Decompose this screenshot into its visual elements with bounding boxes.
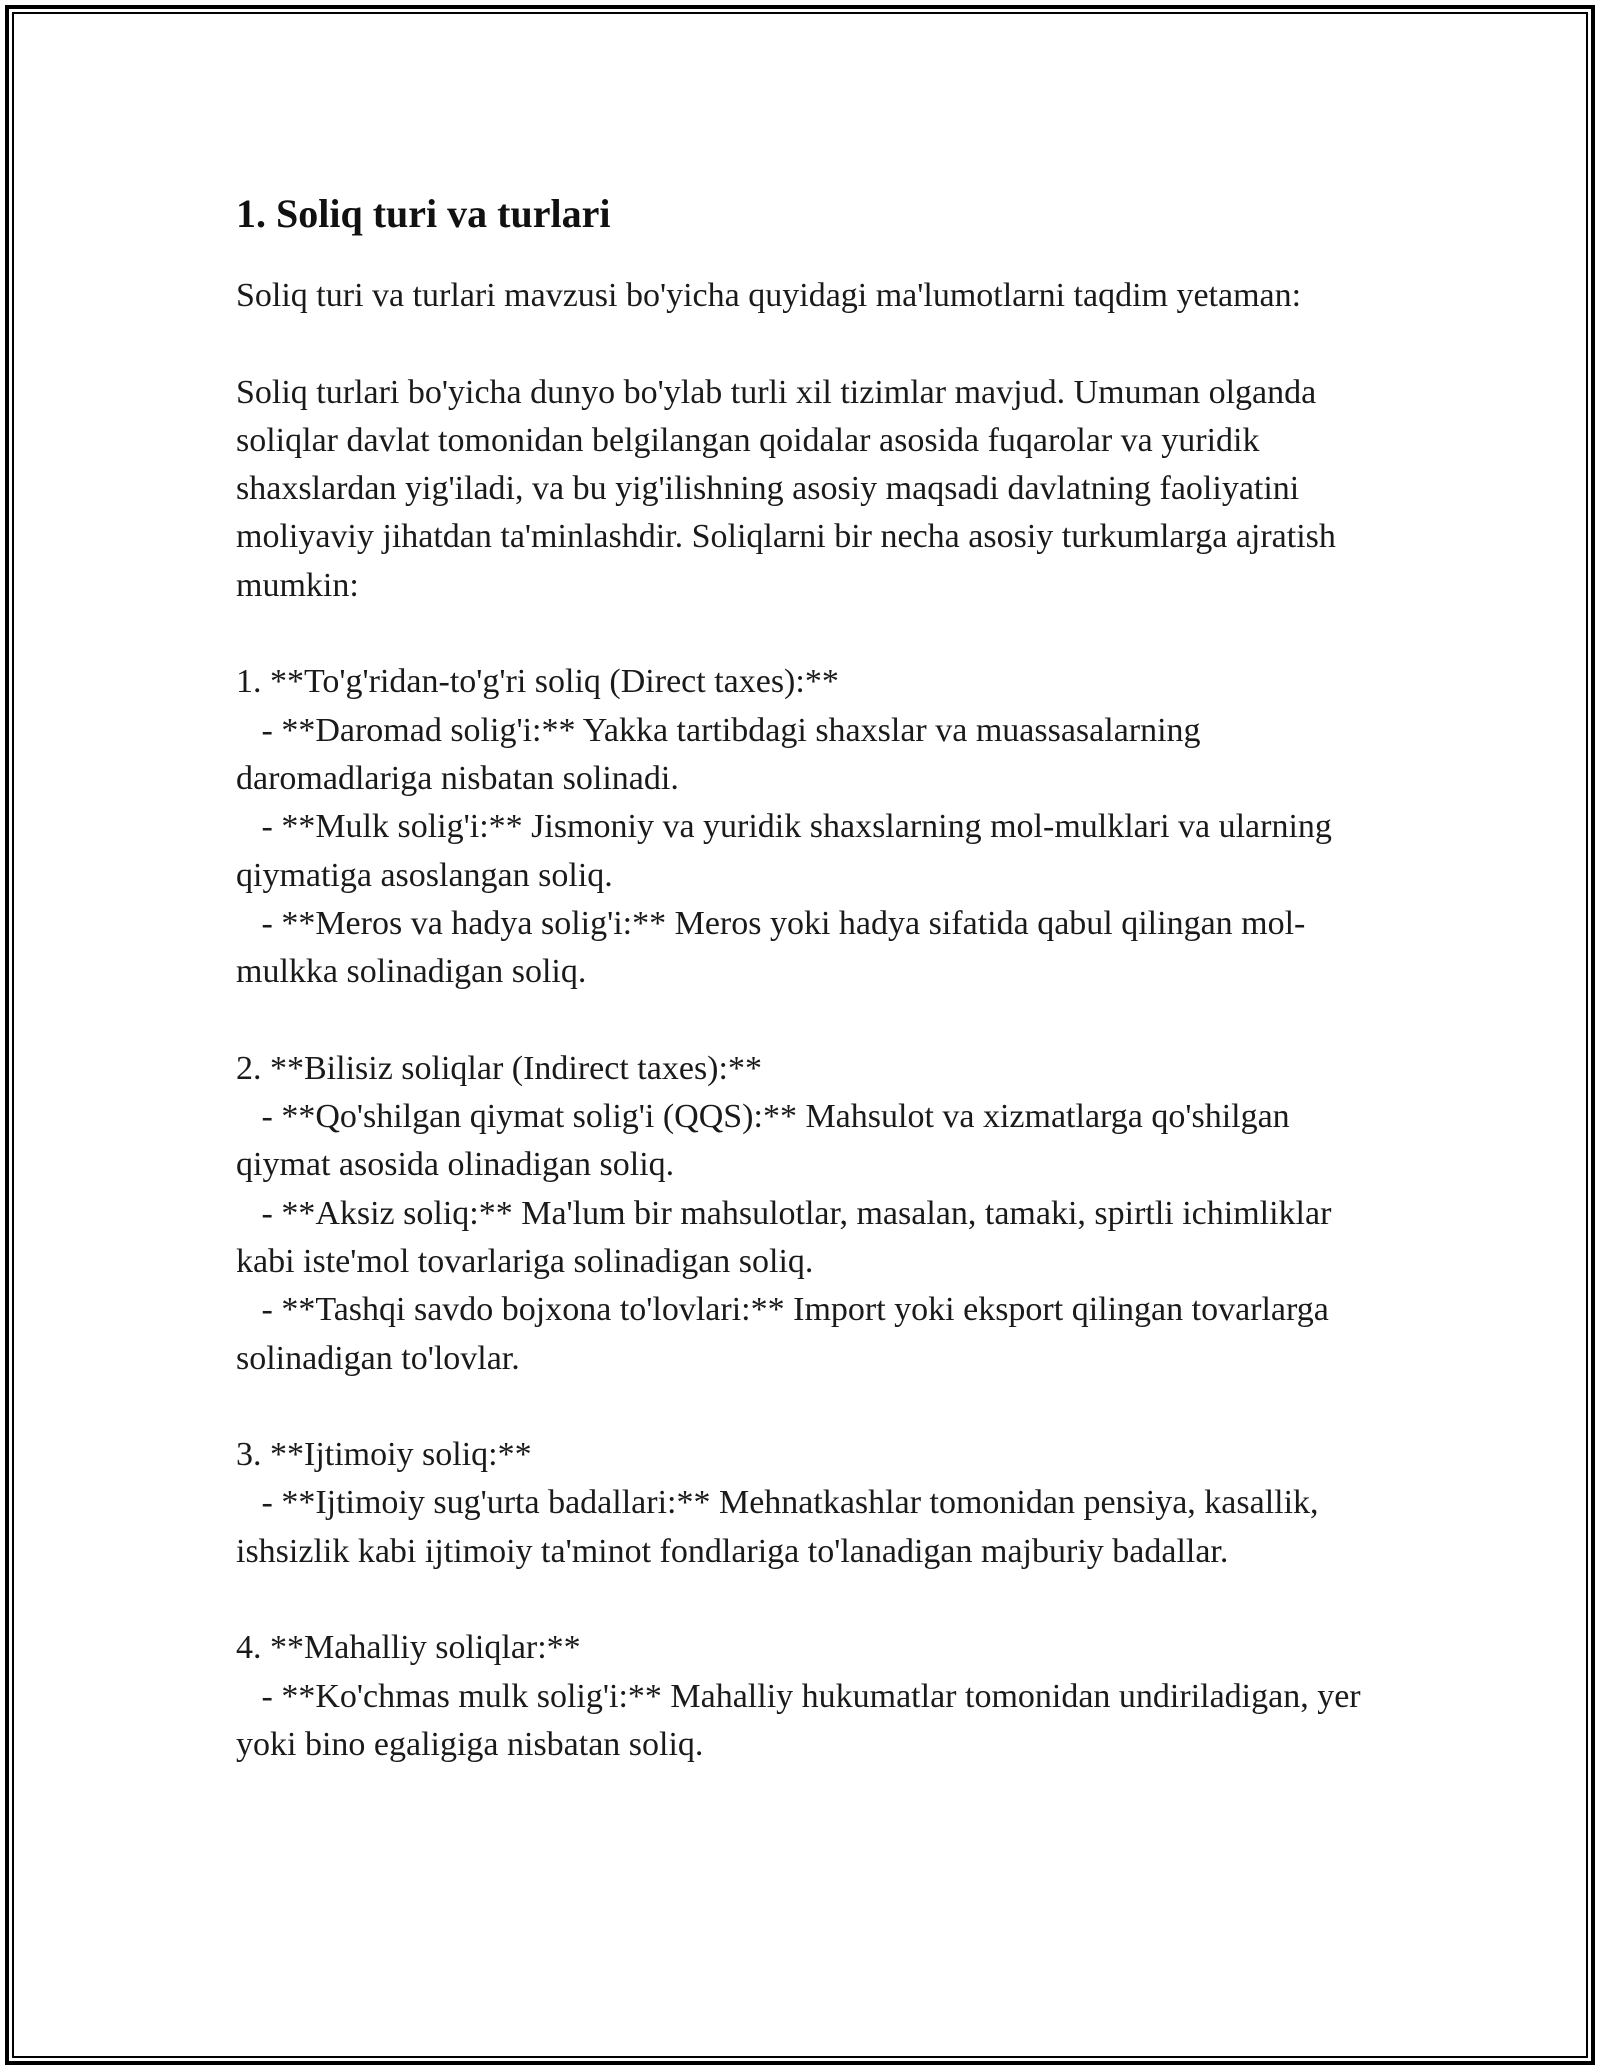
section-heading: 3. **Ijtimoiy soliq:** <box>236 1436 532 1474</box>
paragraph-spacer <box>236 996 1366 1044</box>
document-title: 1. Soliq turi va turlari <box>236 191 611 236</box>
section-direct-taxes <box>236 658 1366 996</box>
list-item: - **Ijtimoiy sug'urta badallari:** Mehnatkashlar tomonidan pensiya, kasallik, ishsizlik kabi ijtimoiy ta'minot fondlariga to'lanadigan majburiy badallar. <box>236 1484 1328 1570</box>
paragraph-spacer <box>236 610 1366 658</box>
section-heading: 2. **Bilisiz soliqlar (Indirect taxes):** <box>236 1049 762 1087</box>
paragraph-spacer <box>236 320 1366 368</box>
overview-paragraph: Soliq turlari bo'yicha dunyo bo'ylab turli xil tizimlar mavjud. Umuman olganda soliqlar davlat tomonidan belgilangan qoidalar asosida fuqarolar va yuridik shaxslardan yig'iladi, va bu yig'ilishning asosiy maqsadi davlatning faoliyatini moliyaviy jihatdan ta'minlashdir. Soliqlarni bir necha asosiy turkumlarga ajratish mumkin: <box>236 373 1345 604</box>
paragraph-spacer <box>236 1383 1366 1431</box>
section-heading: 4. **Mahalliy soliqlar:** <box>236 1629 581 1667</box>
intro-paragraph: Soliq turi va turlari mavzusi bo'yicha quyidagi ma'lumotlarni taqdim yetaman: <box>236 277 1302 314</box>
section-heading: 1. **To'g'ridan-to'g'ri soliq (Direct taxes):** <box>236 663 839 701</box>
list-item: - **Daromad solig'i:** Yakka tartibdagi shaxslar va muassasalarning daromadlariga nisbatan solinadi. <box>236 711 1210 797</box>
list-item: - **Ko'chmas mulk solig'i:** Mahalliy hukumatlar tomonidan undiriladigan, yer yoki bino egaligiga nisbatan soliq. <box>236 1677 1370 1763</box>
list-item: - **Qo'shilgan qiymat solig'i (QQS):** Mahsulot va xizmatlarga qo'shilgan qiymat asosida olinadigan soliq. <box>236 1098 1299 1184</box>
list-item: - **Tashqi savdo bojxona to'lovlari:** Import yoki eksport qilingan tovarlarga solinadigan to'lovlar. <box>236 1291 1338 1377</box>
list-item: - **Mulk solig'i:** Jismoniy va yuridik shaxslarning mol-mulklari va ularning qiymatiga asoslangan soliq. <box>236 808 1341 894</box>
list-item: - **Aksiz soliq:** Ma'lum bir mahsulotlar, masalan, tamaki, spirtli ichimliklar kabi iste'mol tovarlariga solinadigan soliq. <box>236 1194 1340 1280</box>
list-item: - **Meros va hadya solig'i:** Meros yoki hadya sifatida qabul qilingan mol-mulkka solinadigan soliq. <box>236 904 1306 991</box>
paragraph-spacer <box>236 1576 1366 1624</box>
document-body <box>236 186 1370 1769</box>
section-social-tax <box>236 1431 1366 1576</box>
section-local-taxes <box>236 1624 1370 1769</box>
section-indirect-taxes <box>236 1045 1366 1383</box>
